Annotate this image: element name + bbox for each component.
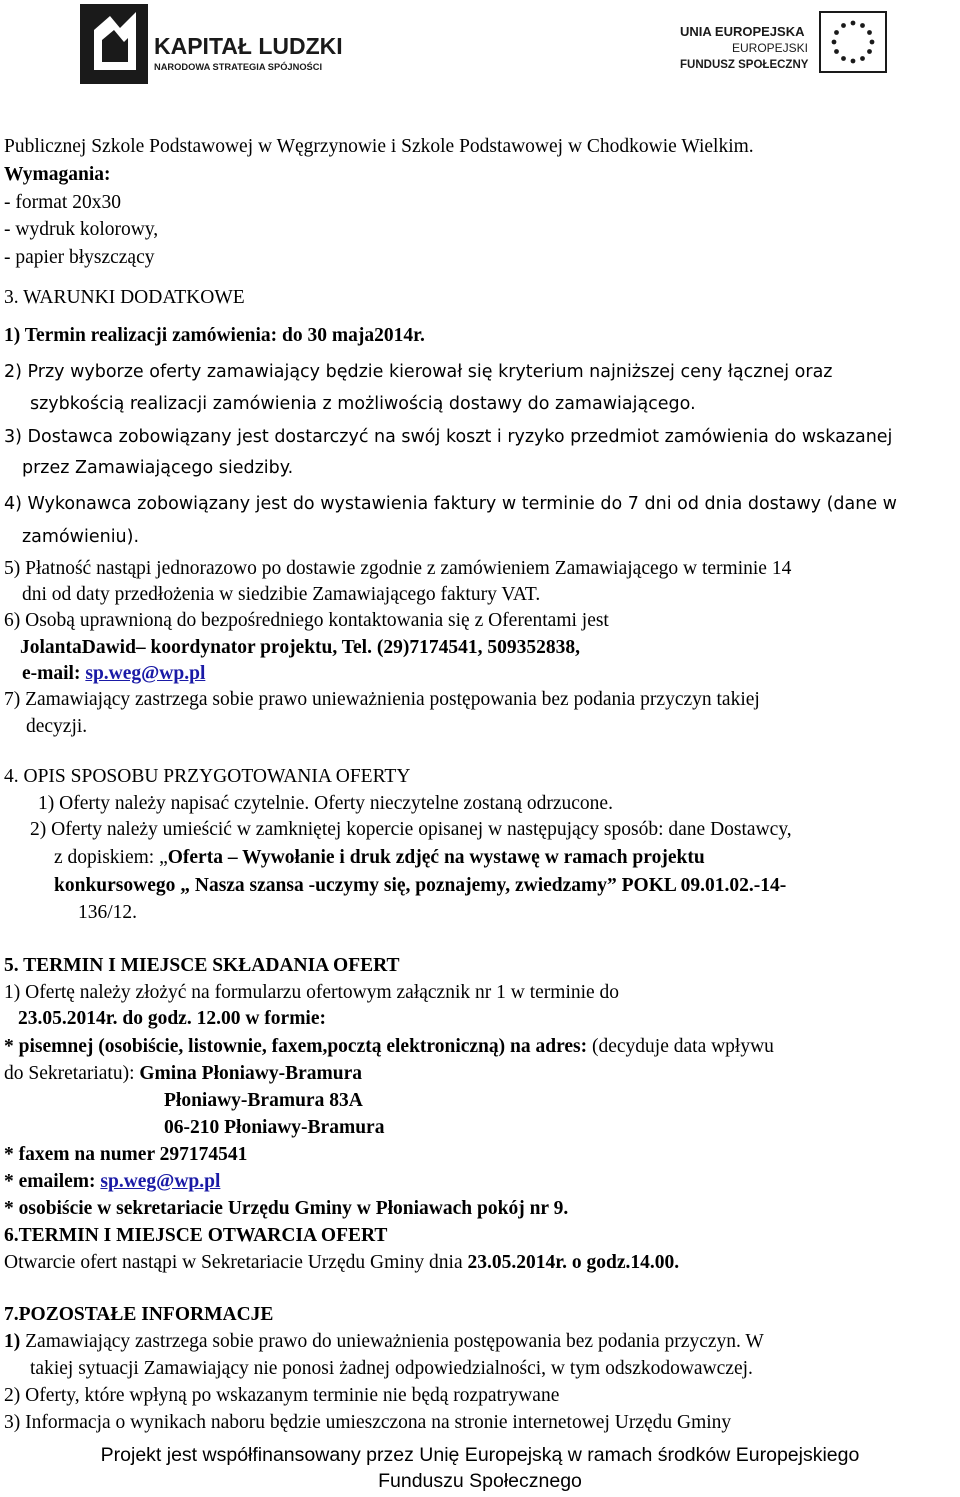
svg-text:EUROPEJSKI: EUROPEJSKI bbox=[732, 41, 809, 55]
requirement-color-print: - wydruk kolorowy, bbox=[4, 219, 159, 240]
address-street: Płoniawy-Bramura 83A bbox=[164, 1090, 363, 1111]
offer-rule-2-line3: konkursowego „ Nasza szansa -uczymy się, poznajemy, zwiedzamy” POKL 09.01.02.-14- bbox=[54, 875, 787, 896]
condition-2-line2: szybkością realizacji zamówienia z możliwością dostawy do zamawiającego. bbox=[30, 394, 696, 414]
svg-text:KAPITAŁ LUDZKI: KAPITAŁ LUDZKI bbox=[154, 33, 343, 59]
condition-5-line1: 5) Płatność nastąpi jednorazowo po dostawie zgodnie z zamówieniem Zamawiającego w terminie 14 bbox=[4, 558, 792, 579]
condition-5-line2: dni od daty przedłożenia w siedzibie Zamawiającego faktury VAT. bbox=[22, 584, 541, 605]
eu-star bbox=[851, 21, 856, 26]
submission-written-line2: do Sekretariatu): Gmina Płoniawy-Bramura bbox=[4, 1063, 362, 1084]
info-3: 3) Informacja o wynikach naboru będzie umieszczona na stronie internetowej Urzędu Gminy bbox=[4, 1412, 732, 1433]
eu-star bbox=[851, 59, 856, 64]
eu-star bbox=[834, 30, 839, 35]
info-1-line2: takiej sytuacji Zamawiający nie ponosi żadnej odpowiedzialności, w tym odszkodowawczej. bbox=[30, 1358, 753, 1379]
eu-star bbox=[860, 56, 865, 61]
section-3-heading: 3. WARUNKI DODATKOWE bbox=[4, 287, 245, 308]
eu-star bbox=[841, 23, 846, 28]
condition-3-line2: przez Zamawiającego siedziby. bbox=[22, 458, 294, 478]
condition-6-line1: 6) Osobą uprawnioną do bezpośredniego kontaktowania się z Oferentami jest bbox=[4, 610, 609, 631]
info-2: 2) Oferty, które wpłyną po wskazanym terminie nie będą rozpatrywane bbox=[4, 1385, 560, 1406]
eu-star bbox=[870, 40, 875, 45]
svg-text:NARODOWA STRATEGIA SPÓJNOŚCI: NARODOWA STRATEGIA SPÓJNOŚCI bbox=[154, 62, 323, 72]
eu-star bbox=[841, 56, 846, 61]
condition-4-line1: 4) Wykonawca zobowiązany jest do wystawienia faktury w terminie do 7 dni od dnia dostawy (dane w bbox=[4, 494, 897, 514]
condition-3-line1: 3) Dostawca zobowiązany jest dostarczyć na swój koszt i ryzyko przedmiot zamówienia do wskazanej bbox=[4, 427, 893, 447]
section-5-heading: 5. TERMIN I MIEJSCE SKŁADANIA OFERT bbox=[4, 955, 400, 976]
submission-email-row: * emailem: sp.weg@wp.pl bbox=[4, 1171, 221, 1192]
offer-rule-2-line1: 2) Oferty należy umieścić w zamkniętej kopercie opisanej w następujący sposób: dane Dostawcy, bbox=[30, 819, 792, 840]
kapital-ludzki-logo bbox=[80, 0, 350, 96]
condition-7-line2: decyzji. bbox=[26, 716, 88, 737]
section-6-heading: 6.TERMIN I MIEJSCE OTWARCIA OFERT bbox=[4, 1225, 388, 1246]
contact-email-row bbox=[22, 662, 205, 686]
section-7-heading: 7.POZOSTAŁE INFORMACJE bbox=[4, 1304, 274, 1325]
submission-deadline: 23.05.2014r. do godz. 12.00 w formie: bbox=[18, 1008, 327, 1029]
email-link[interactable]: sp.weg@wp.pl bbox=[85, 663, 206, 684]
footer-line2: Funduszu Społecznego bbox=[378, 1470, 582, 1492]
submission-written-line1: * pisemnej (osobiście, listownie, faxem,pocztą elektroniczną) na adres: (decyduje data wpływu bbox=[4, 1036, 774, 1057]
section-4-heading: 4. OPIS SPOSOBU PRZYGOTOWANIA OFERTY bbox=[4, 766, 411, 787]
offer-rule-1: 1) Oferty należy napisać czytelnie. Oferty nieczytelne zostaną odrzucone. bbox=[38, 793, 613, 814]
submission-in-person: * osobiście w sekretariacie Urzędu Gminy w Płoniawach pokój nr 9. bbox=[4, 1198, 569, 1219]
contact-person: JolantaDawid– koordynator projektu, Tel. (29)7174541, 509352838, bbox=[20, 637, 580, 658]
eu-star bbox=[867, 30, 872, 35]
requirement-format: - format 20x30 bbox=[4, 192, 121, 213]
eu-star bbox=[832, 40, 837, 45]
address-postal: 06-210 Płoniawy-Bramura bbox=[164, 1117, 385, 1138]
submission-rule-1: 1) Ofertę należy złożyć na formularzu ofertowym załącznik nr 1 w terminie do bbox=[4, 982, 620, 1003]
opening-info: Otwarcie ofert nastąpi w Sekretariacie Urzędu Gminy dnia 23.05.2014r. o godz.14.00. bbox=[4, 1252, 680, 1273]
page-header bbox=[0, 0, 960, 100]
requirement-glossy-paper: - papier błyszczący bbox=[4, 247, 155, 268]
intro-line: Publicznej Szkole Podstawowej w Węgrzynowie i Szkole Podstawowej w Chodkowie Wielkim. bbox=[4, 136, 754, 157]
eu-star bbox=[867, 49, 872, 54]
submission-fax: * faxem na numer 297174541 bbox=[4, 1144, 248, 1165]
requirements-heading: Wymagania: bbox=[4, 164, 111, 185]
condition-2-line1: 2) Przy wyborze oferty zamawiający będzie kierował się kryterium najniższej ceny łącznej oraz bbox=[4, 362, 833, 382]
eu-star bbox=[834, 49, 839, 54]
offer-rule-2-line4: 136/12. bbox=[78, 902, 138, 923]
svg-text:UNIA EUROPEJSKA: UNIA EUROPEJSKA bbox=[680, 24, 805, 39]
submission-email-link[interactable]: sp.weg@wp.pl bbox=[100, 1171, 221, 1192]
condition-7-line1: 7) Zamawiający zastrzega sobie prawo unieważnienia postępowania bez podania przyczyn takiej bbox=[4, 689, 760, 710]
info-1-line1: 1) Zamawiający zastrzega sobie prawo do unieważnienia postępowania bez podania przyczyn. W bbox=[4, 1331, 764, 1352]
completion-deadline: 1) Termin realizacji zamówienia: do 30 maja2014r. bbox=[4, 325, 425, 346]
offer-rule-2-line2: z dopiskiem: „Oferta – Wywołanie i druk zdjęć na wystawę w ramach projektu bbox=[54, 847, 705, 868]
eu-efs-logo bbox=[676, 8, 888, 92]
condition-4-line2: zamówieniu). bbox=[22, 527, 140, 547]
svg-text:FUNDUSZ SPOŁECZNY: FUNDUSZ SPOŁECZNY bbox=[680, 59, 809, 71]
email-label: e-mail: bbox=[22, 663, 86, 684]
eu-star bbox=[860, 23, 865, 28]
footer-line1: Projekt jest współfinansowany przez Unię Europejską w ramach środków Europejskiego bbox=[100, 1444, 860, 1466]
